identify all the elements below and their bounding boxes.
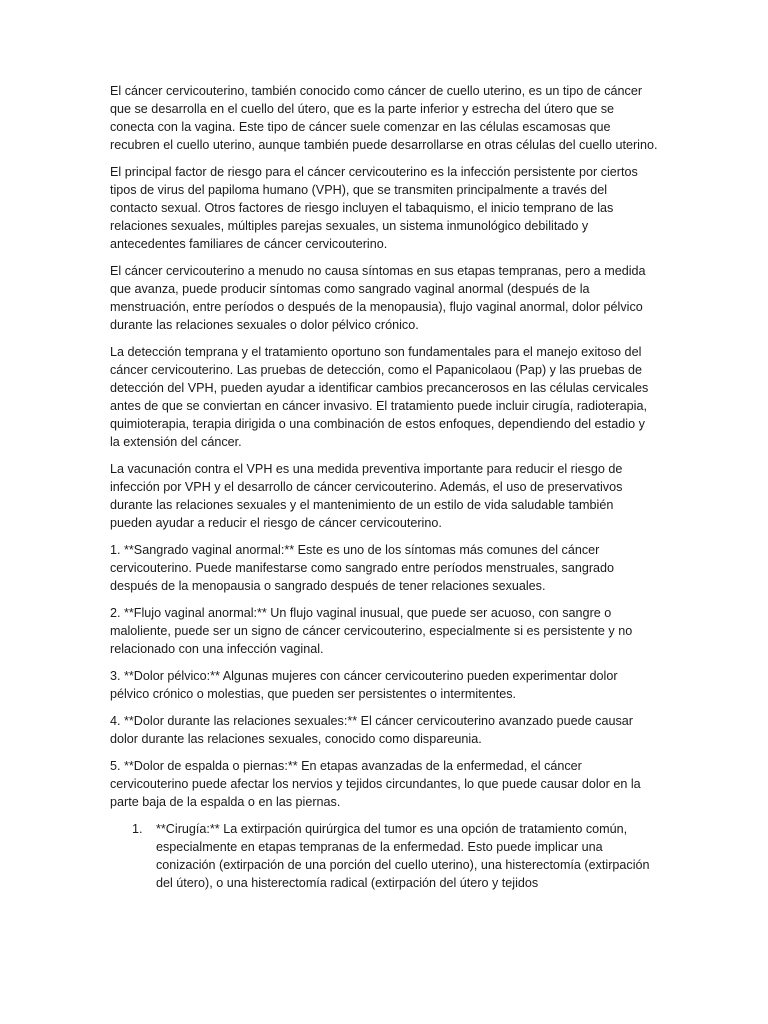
symptom-pelvic-pain: 3. **Dolor pélvico:** Algunas mujeres con cáncer cervicouterino pueden experimentar dolor pélvico crónico o molestias, que pueden ser persistentes o intermitentes.	[110, 669, 618, 701]
paragraph-intro: El cáncer cervicouterino, también conocido como cáncer de cuello uterino, es un tipo de cáncer que se desarrolla en el cuello del útero, que es la parte inferior y estrecha del útero que se conecta con la vagina. Este tipo de cáncer suele comenzar en las células escamosas que recubren el cuello uterino, aunque también puede desarrollarse en otras células del cuello uterino.	[110, 84, 658, 152]
paragraph-vaccination: La vacunación contra el VPH es una medida preventiva importante para reducir el riesgo de infección por VPH y el desarrollo de cáncer cervicouterino. Además, el uso de preservativos durante las relaciones sexuales y el mantenimiento de un estilo de vida saludable también pueden ayudar a reducir el riesgo de cáncer cervicouterino.	[110, 462, 623, 530]
symptom-pain-intercourse: 4. **Dolor durante las relaciones sexuales:** El cáncer cervicouterino avanzado puede causar dolor durante las relaciones sexuales, conocido como dispareunia.	[110, 714, 633, 746]
paragraph-symptoms-overview: El cáncer cervicouterino a menudo no causa síntomas en sus etapas tempranas, pero a medida que avanza, puede producir síntomas como sangrado vaginal anormal (después de la menstruación, entre períodos o después de la menopausia), flujo vaginal anormal, dolor pélvico durante las relaciones sexuales o dolor pélvico crónico.	[110, 264, 646, 332]
treatments-list	[110, 820, 658, 892]
symptom-abnormal-discharge: 2. **Flujo vaginal anormal:** Un flujo vaginal inusual, que puede ser acuoso, con sangre o maloliente, puede ser un signo de cáncer cervicouterino, especialmente si es persistente y no relacionado con una infección vaginal.	[110, 606, 633, 656]
symptoms-list	[110, 541, 658, 811]
paragraph-risk-factors: El principal factor de riesgo para el cáncer cervicouterino es la infección persistente por ciertos tipos de virus del papiloma humano (VPH), que se transmiten principalmente a través del contacto sexual. Otros factores de riesgo incluyen el tabaquismo, el inicio temprano de las relaciones sexuales, múltiples parejas sexuales, un sistema inmunológico debilitado y antecedentes familiares de cáncer cervicouterino.	[110, 165, 638, 251]
list-marker: 1.	[132, 822, 143, 836]
symptom-back-leg-pain: 5. **Dolor de espalda o piernas:** En etapas avanzadas de la enfermedad, el cáncer cervicouterino puede afectar los nervios y tejidos circundantes, lo que puede causar dolor en la parte baja de la espalda o en las piernas.	[110, 759, 641, 809]
document-page	[110, 82, 658, 892]
paragraph-detection-treatment: La detección temprana y el tratamiento oportuno son fundamentales para el manejo exitoso del cáncer cervicouterino. Las pruebas de detección, como el Papanicolaou (Pap) y las pruebas de detección del VPH, pueden ayudar a identificar cambios precancerosos en las células cervicales antes de que se conviertan en cáncer invasivo. El tratamiento puede incluir cirugía, radioterapia, quimioterapia, terapia dirigida o una combinación de estos enfoques, dependiendo del estadio y la extensión del cáncer.	[110, 345, 649, 449]
symptom-abnormal-bleeding: 1. **Sangrado vaginal anormal:** Este es uno de los síntomas más comunes del cáncer cervicouterino. Puede manifestarse como sangrado entre períodos menstruales, sangrado después de la menopausia o sangrado después de tener relaciones sexuales.	[110, 543, 615, 593]
treatment-surgery-text: **Cirugía:** La extirpación quirúrgica del tumor es una opción de tratamiento común, especialmente en etapas tempranas de la enfermedad. Esto puede implicar una conización (extirpación de una porción del cuello uterino), una histerectomía (extirpación del útero), o una histerectomía radical (extirpación del útero y tejidos	[156, 822, 650, 890]
treatment-surgery	[132, 820, 658, 892]
